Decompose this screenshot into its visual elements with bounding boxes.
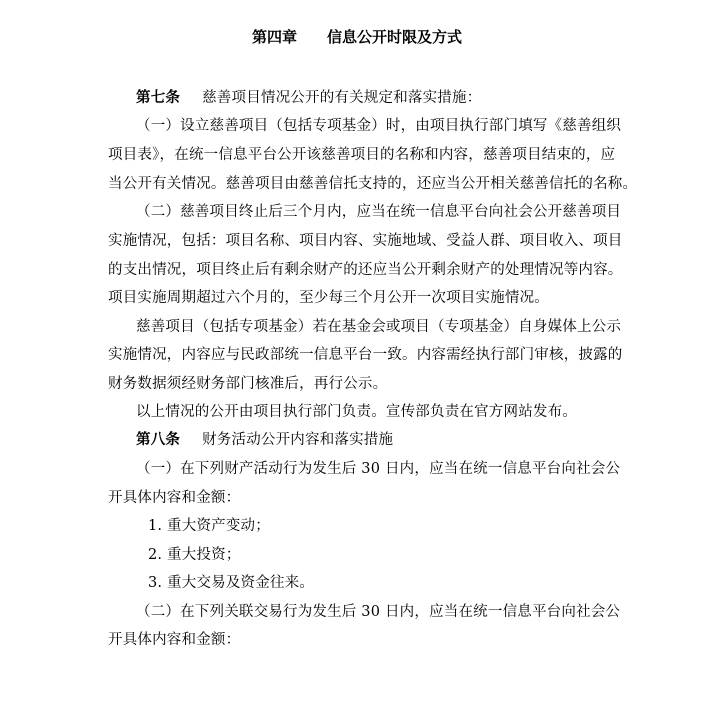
paragraph-line: 的支出情况，项目终止后有剩余财产的还应当公开剩余财产的处理情况等内容。: [108, 262, 623, 278]
paragraph-line: 项目表》，在统一信息平台公开该慈善项目的名称和内容，慈善项目结束的，应: [108, 147, 616, 163]
chapter-title: [0, 26, 714, 47]
article-7-title: 慈善项目情况公开的有关规定和落实措施：: [202, 90, 482, 106]
paragraph-line: 当公开有关情况。慈善项目由慈善信托支持的，还应当公开相关慈善信托的名称。: [108, 176, 638, 192]
article-8-heading: 第八条: [136, 432, 181, 448]
paragraph-line: 项目实施周期超过六个月的，至少每三个月公开一次项目实施情况。: [108, 290, 549, 306]
list-item: 1. 重大资产变动；: [148, 518, 270, 534]
paragraph-line: 开具体内容和金额：: [108, 490, 241, 506]
article-8-title: 财务活动公开内容和落实措施: [202, 432, 394, 448]
list-item: 3. 重大交易及资金往来。: [148, 575, 315, 591]
paragraph-line: （二）慈善项目终止后三个月内，应当在统一信息平台向社会公开慈善项目: [136, 204, 622, 220]
article-8-header: [136, 428, 393, 449]
article-7-heading: 第七条: [136, 90, 181, 106]
paragraph-line: 实施情况，内容应与民政部统一信息平台一致。内容需经执行部门审核，披露的: [108, 347, 623, 363]
paragraph-line: 以上情况的公开由项目执行部门负责。宣传部负责在官方网站发布。: [136, 404, 577, 420]
chapter-name: 信息公开时限及方式: [327, 28, 463, 46]
chapter-number: 第四章: [251, 28, 297, 46]
paragraph-line: （一）在下列财产活动行为发生后 30 日内，应当在统一信息平台向社会公: [136, 461, 621, 477]
paragraph-line: 财务数据须经财务部门核准后，再行公示。: [108, 376, 388, 392]
paragraph-line: （一）设立慈善项目（包括专项基金）时，由项目执行部门填写《慈善组织: [136, 118, 622, 134]
paragraph-line: 实施情况，包括：项目名称、项目内容、实施地域、受益人群、项目收入、项目: [108, 233, 623, 249]
paragraph-line: （二）在下列关联交易行为发生后 30 日内，应当在统一信息平台向社会公: [136, 604, 621, 620]
paragraph-line: 慈善项目（包括专项基金）若在基金会或项目（专项基金）自身媒体上公示: [136, 319, 622, 335]
paragraph-line: 开具体内容和金额：: [108, 632, 241, 648]
article-7-header: [136, 86, 481, 107]
list-item: 2. 重大投资；: [148, 547, 241, 563]
